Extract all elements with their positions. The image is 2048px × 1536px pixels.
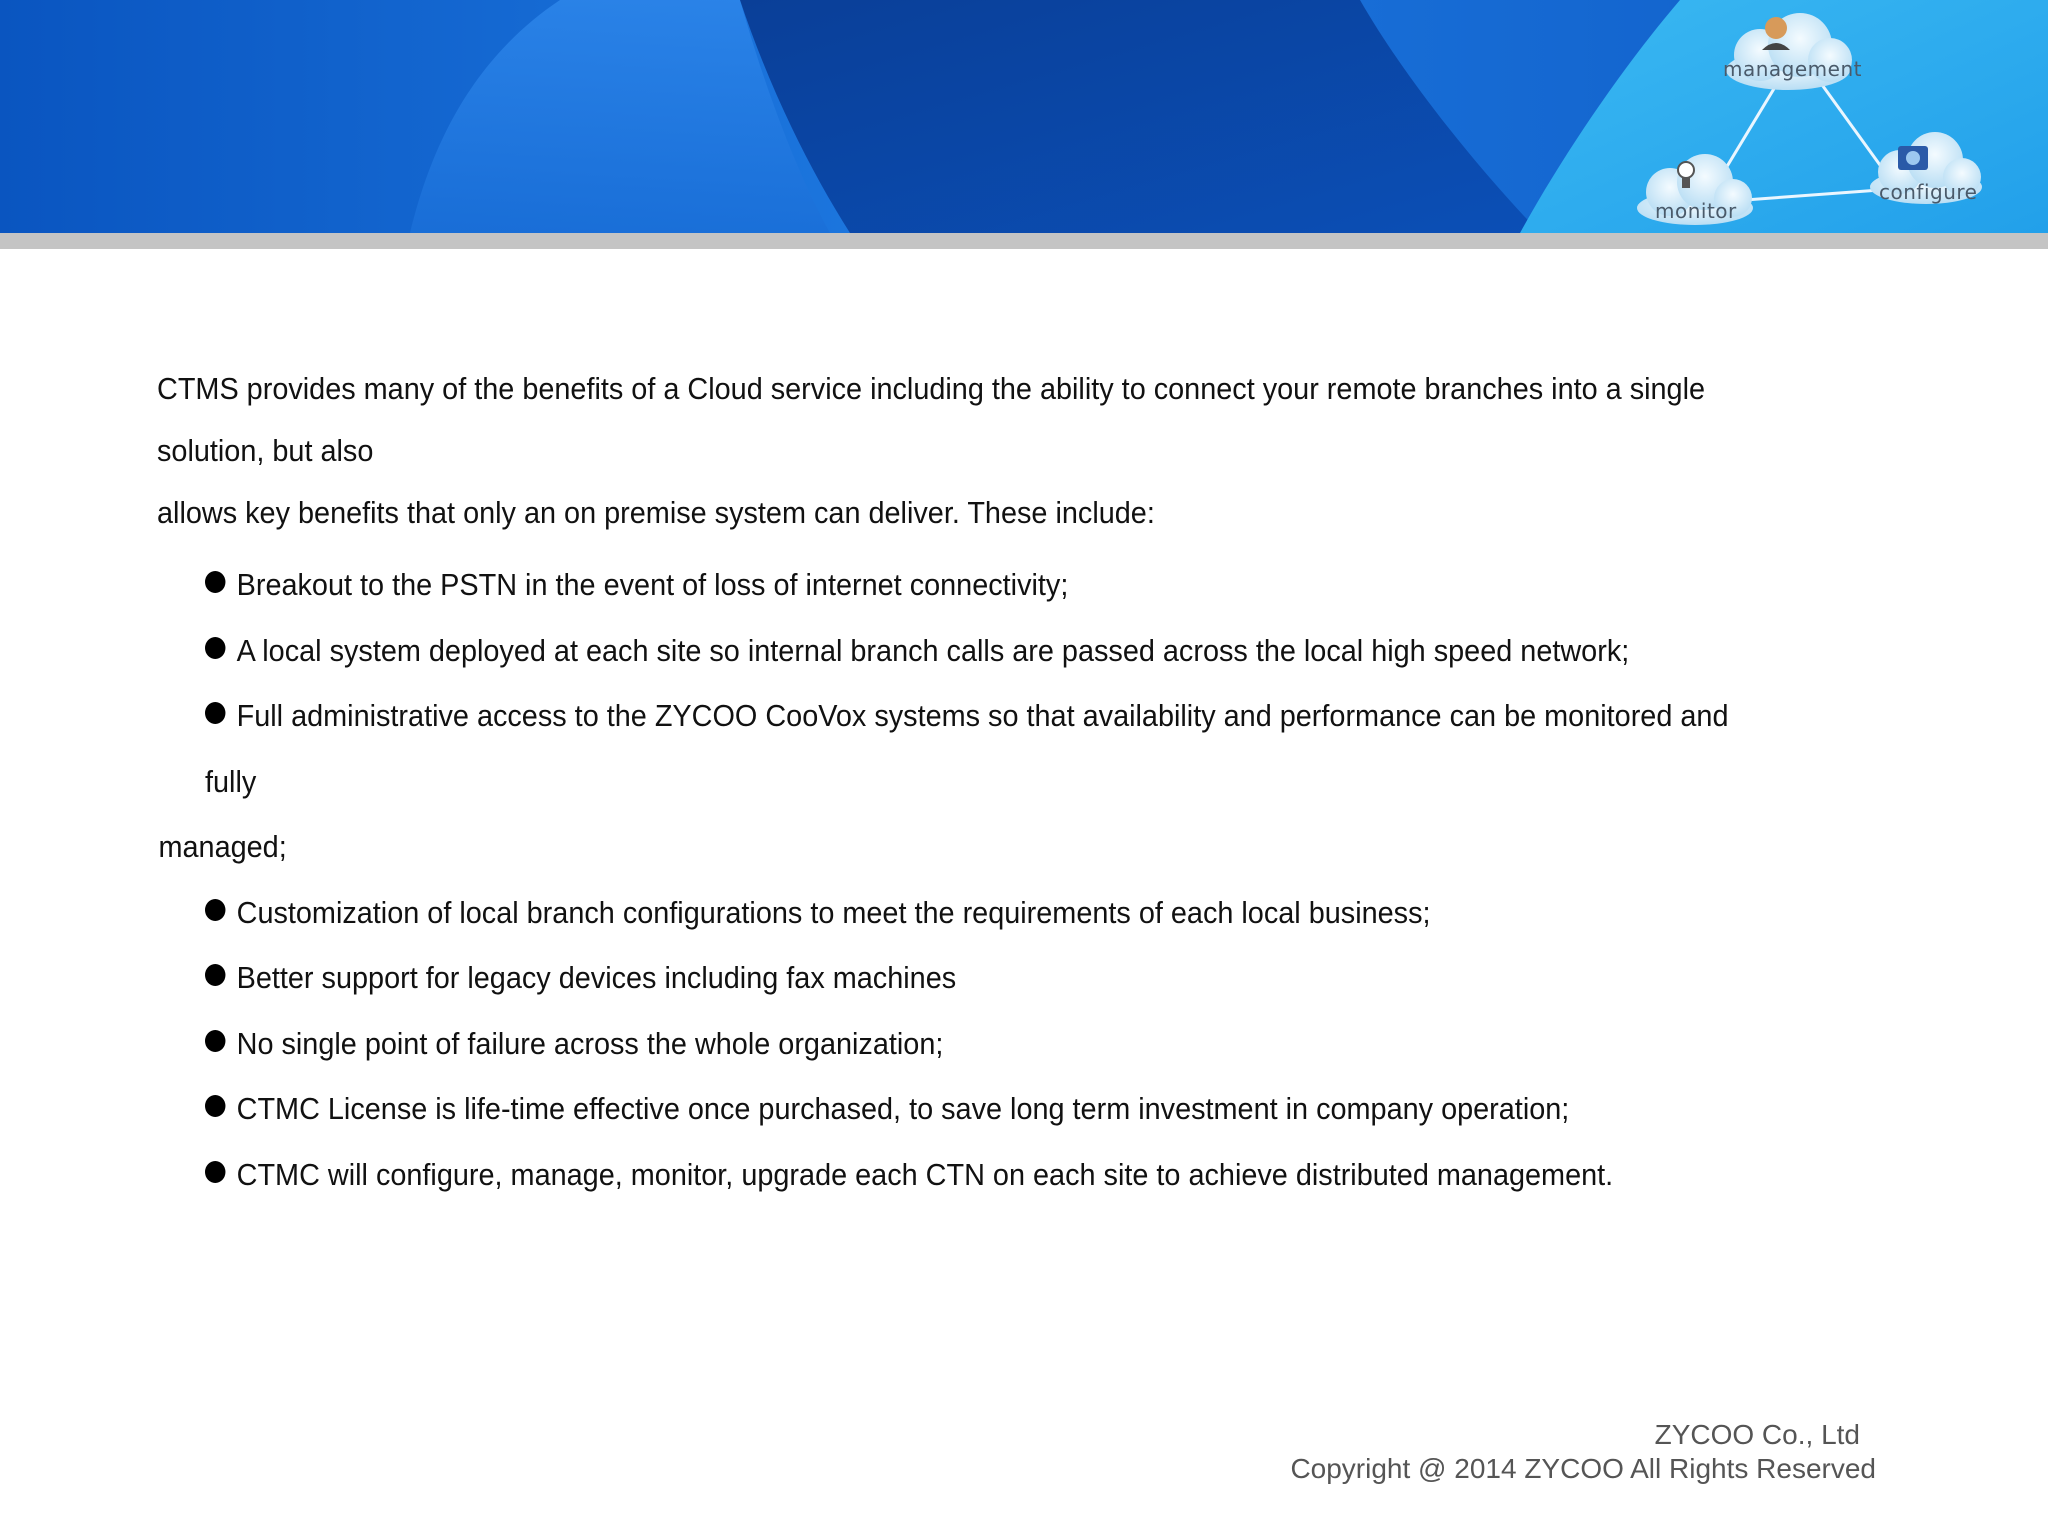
list-item-text: Customization of local branch configurations to meet the requirements of each local business; — [236, 894, 1431, 930]
footer-company: ZYCOO Co., Ltd — [1654, 1419, 1860, 1450]
intro-paragraph — [157, 358, 1775, 544]
list-item-text: Breakout to the PSTN in the event of loss of internet connectivity; — [236, 567, 1069, 602]
list-item-text: CTMC License is life-time effective once purchased, to save long term investment in company operation; — [236, 1091, 1570, 1126]
bullet-icon — [205, 1161, 225, 1183]
list-item-continuation — [159, 814, 1787, 880]
list-item — [205, 1011, 1786, 1077]
bullet-icon — [205, 702, 225, 724]
list-item — [205, 945, 1786, 1011]
list-item — [205, 1076, 1786, 1142]
list-item-text: Better support for legacy devices including fax machines — [236, 960, 957, 995]
list-item — [205, 880, 1786, 946]
banner-background — [0, 0, 2048, 233]
intro-line-2: allows key benefits that only an on premise system can deliver. These include: — [157, 495, 1155, 530]
list-item-text: No single point of failure across the whole organization; — [236, 1025, 944, 1061]
list-item-text: managed; — [158, 829, 287, 864]
header-banner — [0, 0, 2048, 233]
list-item — [205, 618, 1786, 684]
benefits-list — [158, 552, 1786, 1207]
monitor-label: monitor — [1655, 199, 1737, 223]
footer-copyright: Copyright @ 2014 ZYCOO All Rights Reserved — [1290, 1453, 1876, 1484]
bullet-icon — [205, 637, 225, 659]
bullet-icon — [205, 964, 225, 986]
header-divider — [0, 233, 2048, 249]
bullet-icon — [205, 571, 225, 593]
list-item-text: CTMC will configure, manage, monitor, upgrade each CTN on each site to achieve distributed management. — [236, 1156, 1614, 1192]
intro-line-1: CTMS provides many of the benefits of a Cloud service including the ability to connect your remote branches into a single solution, but also — [157, 371, 1706, 468]
bullet-icon — [205, 1095, 225, 1117]
bullet-icon — [205, 899, 225, 921]
list-item-text: Full administrative access to the ZYCOO CooVox systems so that availability and performance can be monitored and fully — [205, 698, 1729, 799]
list-item — [205, 1142, 1786, 1208]
configure-label: configure — [1879, 180, 1978, 204]
management-label: management — [1723, 57, 1862, 81]
list-item — [205, 552, 1786, 618]
list-item-text: A local system deployed at each site so internal branch calls are passed across the local high speed network; — [236, 632, 1630, 668]
list-item — [205, 683, 1786, 814]
bullet-icon — [205, 1030, 225, 1052]
